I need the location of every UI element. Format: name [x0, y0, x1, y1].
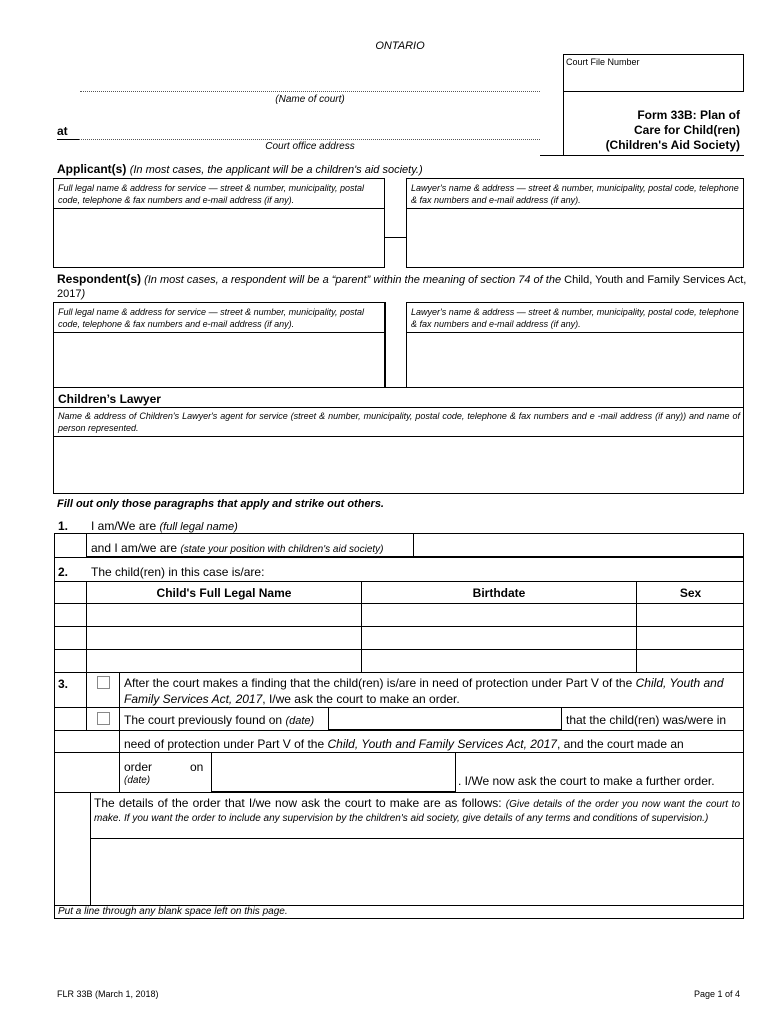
para1-position-field[interactable]: [414, 534, 743, 556]
form-id: FLR 33B (March 1, 2018): [57, 989, 159, 999]
para1-line2: [91, 541, 384, 555]
court-file-number-label: Court File Number: [566, 57, 640, 67]
details-text-a: The details of the order that I/we now ask the court to make are as follows:: [94, 796, 502, 810]
option1-checkbox[interactable]: [97, 676, 110, 689]
column-header-birthdate: Birthdate: [472, 586, 526, 600]
respondents-heading-text: Respondent(s): [57, 272, 141, 286]
para1-number: 1.: [58, 519, 69, 533]
para1-left-edge: [54, 533, 55, 557]
para1-text2: and I am/we are: [91, 541, 178, 555]
name-of-court-line[interactable]: [80, 91, 540, 92]
option2-act: Child, Youth and Family Services Act, 2017: [327, 737, 557, 751]
childrens-lawyer-label-divider: [54, 436, 743, 437]
applicant-party-box[interactable]: [53, 178, 385, 268]
form-title: [566, 108, 740, 153]
para1-hint2: (state your position with children's aid society): [180, 544, 384, 555]
para3-row-line: [54, 792, 744, 793]
respondent-lawyer-box[interactable]: [406, 302, 744, 388]
respondents-note-act: Child, Youth and Family: [564, 274, 680, 286]
option2-date-hint: (date): [285, 715, 315, 727]
option2-on-label: on: [190, 760, 204, 774]
details-text: [94, 797, 740, 825]
para3-col-line: [86, 672, 87, 730]
at-underline: [57, 139, 79, 140]
para2-text: The child(ren) in this case is/are:: [91, 565, 265, 579]
column-header-name: Child's Full Legal Name: [156, 586, 292, 600]
para1-hint: (full legal name): [159, 521, 238, 533]
child-name-cell[interactable]: [87, 627, 360, 648]
respondents-note-act-year: Services Act, 2017: [57, 274, 747, 300]
form-title-line1: Form 33B: Plan of: [637, 108, 740, 122]
option1-text-a: After the court makes a finding that the child(ren) is/are in need of protection under Part V of the: [124, 676, 633, 690]
option2-date-field[interactable]: [328, 707, 562, 730]
option2-date2-hint: (date): [124, 775, 151, 786]
child-birthdate-cell[interactable]: [362, 650, 635, 672]
applicants-heading: [57, 162, 423, 176]
option1-text: [124, 675, 740, 707]
respondent-gap-left: [385, 302, 386, 388]
option2-line2: [124, 737, 684, 751]
option2-line1: [124, 713, 314, 727]
option2-text-c: need of protection under Part V of the: [124, 737, 325, 751]
childrens-lawyer-heading-divider: [54, 407, 743, 408]
header-underline: [540, 155, 744, 156]
name-of-court-label: (Name of court): [275, 94, 345, 105]
column-header-sex: Sex: [679, 586, 702, 600]
option2-text-b: that the child(ren) was/were in: [566, 713, 727, 727]
para2-number: 2.: [58, 565, 69, 579]
para1-text: I am/We are: [91, 519, 157, 533]
respondent-lawyer-label-divider: [407, 332, 743, 333]
child-name-cell[interactable]: [87, 604, 360, 625]
court-office-address-label: Court office address: [265, 141, 355, 152]
child-sex-cell[interactable]: [637, 627, 743, 648]
option1-act: Child, Youth: [635, 676, 701, 690]
child-birthdate-cell[interactable]: [362, 604, 635, 625]
applicant-party-label: Full legal name & address for service — street & number, municipality, postal code, telephone & fax numbers and e-mail address (if any).: [58, 183, 364, 205]
applicants-note: (In most cases, the applicant will be a children's aid society.): [129, 164, 423, 176]
respondents-note-a: (In most cases, a respondent will be a “parent” within the meaning of section 74 of the: [144, 274, 562, 286]
details-hint: (Give details of the order you now want the court to make. If you want the order to include any supervision by the children's aid society, give details of any terms and conditions of supervision.): [94, 799, 740, 824]
court-office-address-line[interactable]: [79, 139, 540, 140]
option2-text-d: , and the court made an: [556, 737, 684, 751]
option2-order-label: order: [124, 760, 153, 774]
children-table-row-line: [54, 581, 744, 582]
form-title-line2: Care for Child(ren): [633, 123, 740, 137]
instructions: Fill out only those paragraphs that apply and strike out others.: [57, 498, 384, 510]
para3-col-line: [119, 672, 120, 792]
child-name-cell[interactable]: [87, 650, 360, 672]
form-title-line3: (Children's Aid Society): [605, 138, 740, 152]
option2-checkbox[interactable]: [97, 712, 110, 725]
child-birthdate-cell[interactable]: [362, 627, 635, 648]
child-sex-cell[interactable]: [637, 650, 743, 672]
respondents-note-close: ): [81, 288, 86, 300]
page-number: Page 1 of 4: [693, 989, 740, 999]
child-sex-cell[interactable]: [637, 604, 743, 625]
option2-order-date-field[interactable]: [211, 752, 456, 792]
applicant-party-label-divider: [54, 208, 384, 209]
at-label: at: [57, 124, 68, 138]
childrens-lawyer-label: Name & address of Children's Lawyer's agent for service (street & number, municipality, postal code, telephone & fax numbers and e -mail address (if any)) and name of person represented.: [58, 411, 740, 433]
childrens-lawyer-box[interactable]: [53, 387, 744, 494]
childrens-lawyer-heading: Children’s Lawyer: [58, 392, 161, 406]
applicant-lawyer-box[interactable]: [406, 178, 744, 268]
applicant-connector: [385, 237, 407, 238]
jurisdiction-title: ONTARIO: [375, 40, 425, 52]
header-divider: [563, 92, 564, 155]
respondent-lawyer-label: Lawyer's name & address — street & number, municipality, postal code, telephone & fax numbers and e-mail address (if any).: [411, 307, 739, 329]
blank-space-note: Put a line through any blank space left on this page.: [58, 906, 288, 917]
court-file-number-box[interactable]: [563, 54, 744, 92]
applicant-lawyer-label: Lawyer's name & address — street & number, municipality, postal code, telephone & fax numbers and e-mail address (if any).: [411, 183, 739, 205]
respondent-party-box[interactable]: [53, 302, 385, 388]
option2-text-a: The court previously found on: [124, 713, 283, 727]
para3-number: 3.: [58, 677, 69, 691]
details-field[interactable]: [91, 839, 743, 904]
applicants-heading-text: Applicant(s): [57, 162, 127, 176]
para1-line1: [91, 519, 238, 533]
respondents-heading: [57, 272, 747, 301]
respondent-party-label: Full legal name & address for service — street & number, municipality, postal code, telephone & fax numbers and e-mail address (if any).: [58, 307, 364, 329]
applicant-lawyer-label-divider: [407, 208, 743, 209]
option1-text-d: , I/we ask the court to make an order.: [262, 692, 460, 706]
option2-text-e: . I/We now ask the court to make a further order.: [458, 774, 715, 788]
para3-row-line: [54, 730, 744, 731]
option1-act-year: and Family Services Act, 2017: [124, 676, 724, 706]
respondent-party-label-divider: [54, 332, 384, 333]
